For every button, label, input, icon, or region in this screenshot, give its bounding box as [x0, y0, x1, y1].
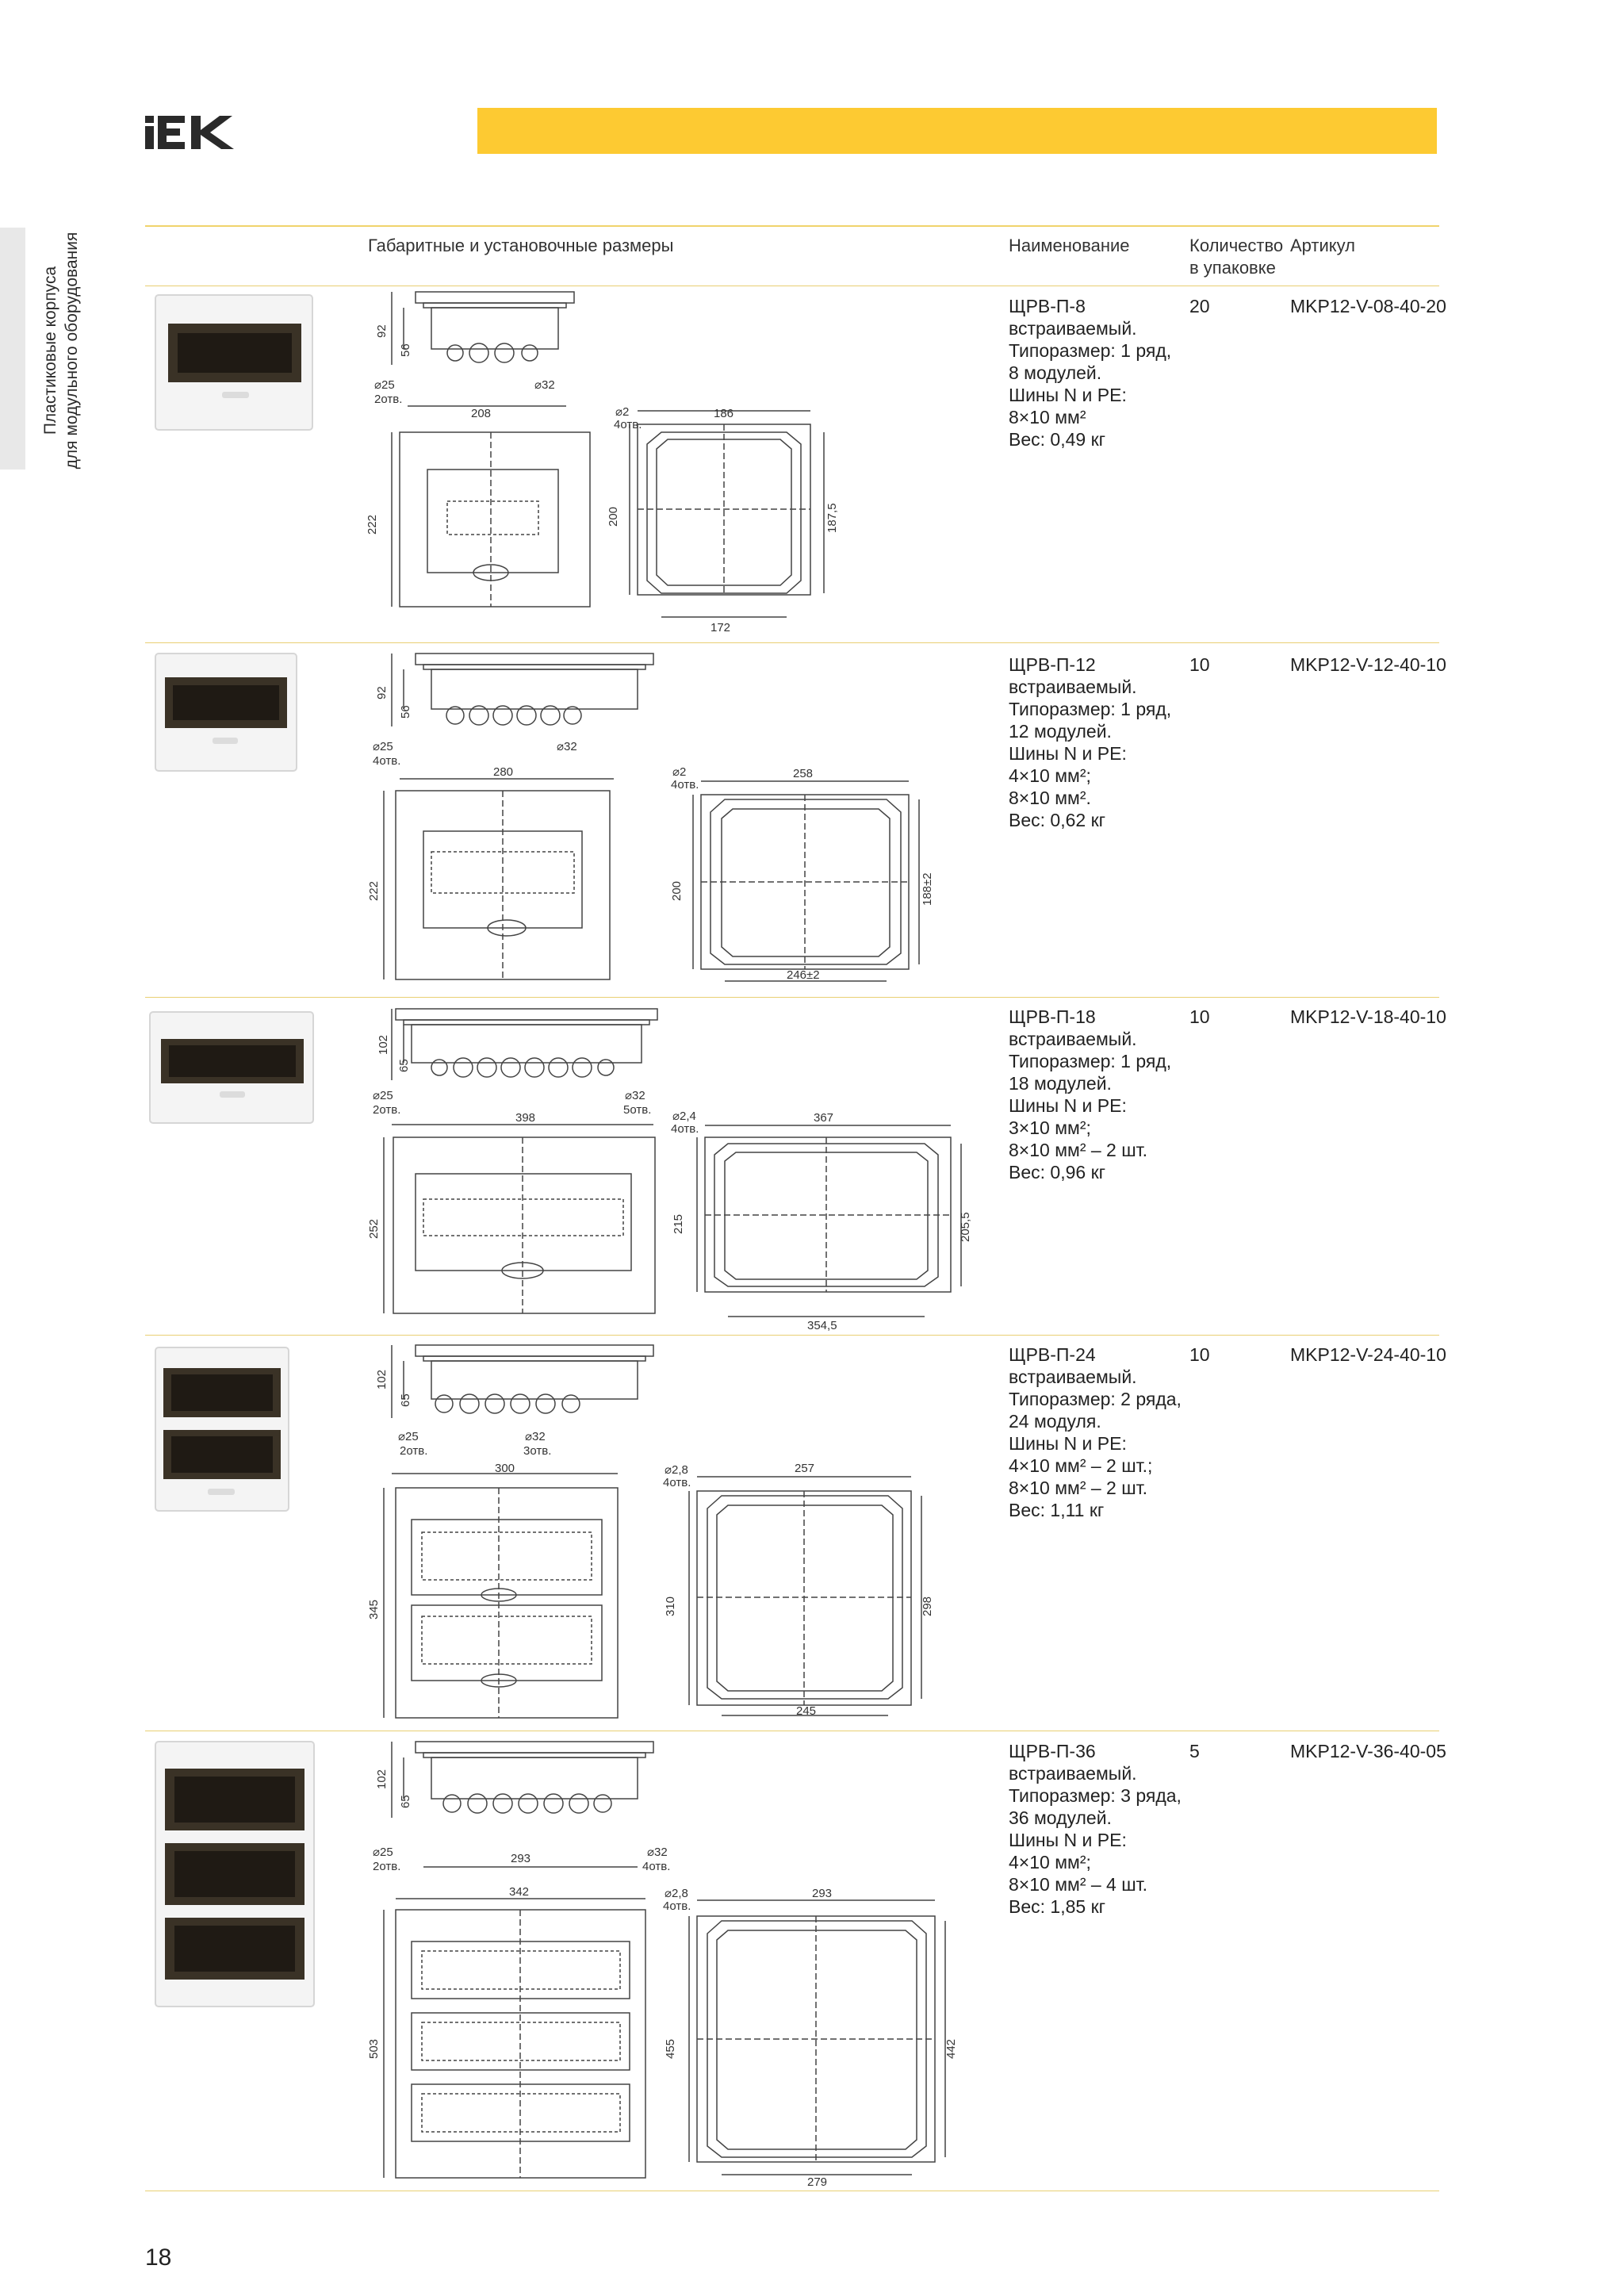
- product-qty-12: 10: [1189, 654, 1210, 675]
- desc-line: 18 модулей.: [1009, 1073, 1112, 1094]
- dimension-drawing-24: [368, 1339, 1002, 1727]
- row-separator: [145, 1335, 1439, 1336]
- desc-line: ЩРВ-П-8: [1009, 296, 1086, 316]
- product-article-24: MKP12-V-24-40-10: [1290, 1344, 1446, 1365]
- desc-line: ЩРВ-П-24: [1009, 1344, 1096, 1365]
- dim-inner-mount-h-36: 442: [944, 2038, 958, 2059]
- product-photo-36: [151, 1737, 321, 2014]
- page-number: 18: [145, 2244, 172, 2271]
- dim-bottom-w-36: 279: [807, 2175, 828, 2189]
- desc-line: Вес: 1,85 кг: [1009, 1896, 1106, 1917]
- dim-inner-h-8: 56: [399, 343, 412, 357]
- dim-height-18: 252: [367, 1218, 381, 1239]
- header-name: Наименование: [1009, 236, 1130, 255]
- dim-hole-small-count-24: 2отв.: [400, 1444, 428, 1458]
- dimension-drawing-12: [368, 644, 1002, 993]
- dim-height-12: 222: [367, 880, 381, 901]
- dim-bottom-w-12: 246±2: [787, 968, 820, 982]
- dim-side-w-36: 293: [511, 1852, 531, 1865]
- table-top-rule: [145, 225, 1439, 227]
- desc-line: ЩРВ-П-12: [1009, 654, 1096, 675]
- header-article: Артикул: [1290, 236, 1356, 255]
- dim-hole-big-24: ⌀32: [525, 1430, 546, 1443]
- dim-side-h-36: 102: [375, 1769, 389, 1789]
- dim-height-36: 503: [367, 2038, 381, 2059]
- desc-line: встраиваемый.: [1009, 1029, 1137, 1049]
- dim-hole-small-count-8: 2отв.: [374, 393, 403, 406]
- dim-hole-small-12: ⌀25: [373, 740, 393, 753]
- header-qty-line2: в упаковке: [1189, 258, 1276, 278]
- desc-line: Вес: 0,62 кг: [1009, 810, 1106, 830]
- dim-flange-h-18: 215: [672, 1213, 685, 1234]
- desc-line: Шины N и PE:: [1009, 385, 1127, 405]
- dim-inner-mount-h-24: 298: [921, 1596, 934, 1616]
- desc-line: Типоразмер: 1 ряд,: [1009, 340, 1172, 361]
- dim-flange-w-8: 186: [714, 407, 734, 420]
- product-desc-18: [1009, 1006, 1183, 1183]
- desc-line: 12 модулей.: [1009, 721, 1112, 742]
- side-label-line1: Пластиковые корпуса: [41, 266, 59, 435]
- dim-side-h-18: 102: [377, 1034, 390, 1055]
- desc-line: Шины N и PE:: [1009, 743, 1127, 764]
- product-photo-18: [147, 1006, 317, 1133]
- dim-width-8: 208: [471, 407, 492, 420]
- side-tab-marker: [0, 228, 25, 470]
- dim-bottom-w-24: 245: [796, 1704, 817, 1718]
- desc-line: 8×10 мм² – 2 шт.: [1009, 1140, 1148, 1160]
- desc-line: 8×10 мм².: [1009, 788, 1091, 808]
- dim-flange-w-12: 258: [793, 767, 814, 780]
- desc-line: Шины N и PE:: [1009, 1095, 1127, 1116]
- desc-line: 8×10 мм²: [1009, 407, 1086, 427]
- dim-flange-w-24: 257: [795, 1462, 815, 1475]
- product-qty-24: 10: [1189, 1344, 1210, 1365]
- dim-mount-hole-36: ⌀2,8: [665, 1887, 688, 1900]
- dim-flange-h-36: 455: [664, 2038, 677, 2059]
- desc-line: Типоразмер: 2 ряда,: [1009, 1389, 1182, 1409]
- desc-line: 8 модулей.: [1009, 362, 1102, 383]
- product-article-36: MKP12-V-36-40-05: [1290, 1741, 1446, 1761]
- desc-line: Типоразмер: 1 ряд,: [1009, 1051, 1172, 1071]
- dimension-drawing-18: [368, 1001, 1002, 1334]
- dim-inner-mount-h-12: 188±2: [921, 872, 934, 906]
- dim-hole-big-count-18: 5отв.: [623, 1103, 652, 1117]
- dim-mount-count-12: 4отв.: [671, 778, 699, 792]
- dim-hole-small-18: ⌀25: [373, 1089, 393, 1102]
- dim-hole-big-count-24: 3отв.: [523, 1444, 552, 1458]
- dim-hole-big-36: ⌀32: [647, 1846, 668, 1859]
- desc-line: встраиваемый.: [1009, 318, 1137, 339]
- product-article-18: MKP12-V-18-40-10: [1290, 1006, 1446, 1027]
- header-accent-bar: [477, 108, 1437, 154]
- dim-flange-h-8: 200: [607, 506, 620, 527]
- dim-mount-count-18: 4отв.: [671, 1122, 699, 1136]
- iek-logo: [145, 113, 240, 152]
- dim-mount-count-8: 4отв.: [614, 418, 642, 431]
- product-desc-24: [1009, 1343, 1183, 1521]
- iek-logo-mark: [145, 113, 240, 152]
- dim-bottom-w-8: 172: [710, 621, 731, 634]
- desc-line: Вес: 1,11 кг: [1009, 1500, 1105, 1520]
- product-article-8: MKP12-V-08-40-20: [1290, 296, 1446, 316]
- dim-inner-h-18: 65: [397, 1059, 411, 1072]
- desc-line: 4×10 мм²;: [1009, 765, 1091, 786]
- dim-side-h-12: 92: [375, 686, 389, 700]
- dim-flange-h-12: 200: [670, 880, 684, 901]
- product-photo-24: [151, 1343, 293, 1517]
- dim-mount-count-24: 4отв.: [663, 1476, 691, 1489]
- product-qty-36: 5: [1189, 1741, 1200, 1761]
- dim-hole-small-8: ⌀25: [374, 378, 395, 392]
- desc-line: встраиваемый.: [1009, 1763, 1137, 1784]
- dim-hole-big-18: ⌀32: [625, 1089, 645, 1102]
- desc-line: ЩРВ-П-18: [1009, 1006, 1096, 1027]
- product-article-12: MKP12-V-12-40-10: [1290, 654, 1446, 675]
- dim-width-36: 342: [509, 1885, 530, 1899]
- product-desc-8: [1009, 295, 1183, 450]
- dim-hole-big-12: ⌀32: [557, 740, 577, 753]
- desc-line: 4×10 мм²;: [1009, 1852, 1091, 1872]
- dim-inner-h-36: 65: [399, 1795, 412, 1808]
- dim-height-8: 222: [366, 514, 379, 535]
- side-label-line2: для модульного оборудования: [63, 232, 81, 470]
- product-desc-12: [1009, 654, 1183, 831]
- dim-mount-count-36: 4отв.: [663, 1899, 691, 1913]
- dim-width-12: 280: [493, 765, 514, 779]
- dim-hole-small-count-12: 4отв.: [373, 754, 401, 768]
- desc-line: встраиваемый.: [1009, 677, 1137, 697]
- dim-mount-hole-12: ⌀2: [672, 765, 687, 779]
- dim-side-h-8: 92: [375, 324, 389, 338]
- dim-hole-big-8: ⌀32: [534, 378, 555, 392]
- dim-mount-hole-24: ⌀2,8: [665, 1463, 688, 1477]
- desc-line: Шины N и PE:: [1009, 1830, 1127, 1850]
- dim-hole-big-count-36: 4отв.: [642, 1860, 671, 1873]
- dim-height-24: 345: [367, 1599, 381, 1619]
- dim-side-h-24: 102: [375, 1369, 389, 1389]
- desc-line: встраиваемый.: [1009, 1366, 1137, 1387]
- dim-width-24: 300: [495, 1462, 515, 1475]
- dim-inner-h-24: 65: [399, 1393, 412, 1407]
- side-section-label: [40, 227, 95, 474]
- dimension-drawing-36: [368, 1734, 1002, 2190]
- product-qty-8: 20: [1189, 296, 1210, 316]
- dim-bottom-w-18: 354,5: [807, 1319, 837, 1332]
- desc-line: Типоразмер: 3 ряда,: [1009, 1785, 1182, 1806]
- header-qty-line1: Количество: [1189, 236, 1284, 255]
- desc-line: Типоразмер: 1 ряд,: [1009, 699, 1172, 719]
- dim-inner-mount-h-18: 205,5: [959, 1212, 972, 1242]
- header-qty: [1189, 235, 1283, 279]
- dim-inner-mount-h-8: 187,5: [825, 503, 839, 533]
- dim-mount-hole-8: ⌀2: [615, 405, 630, 419]
- desc-line: Вес: 0,49 кг: [1009, 429, 1106, 450]
- dim-width-18: 398: [515, 1111, 536, 1125]
- desc-line: ЩРВ-П-36: [1009, 1741, 1096, 1761]
- desc-line: 36 модулей.: [1009, 1807, 1112, 1828]
- dim-mount-hole-18: ⌀2,4: [672, 1110, 696, 1123]
- desc-line: 4×10 мм² – 2 шт.;: [1009, 1455, 1153, 1476]
- dim-flange-w-18: 367: [814, 1111, 834, 1125]
- product-qty-18: 10: [1189, 1006, 1210, 1027]
- header-dimensions: Габаритные и установочные размеры: [368, 236, 674, 255]
- dimension-drawing-8: [368, 286, 1002, 638]
- desc-line: Вес: 0,96 кг: [1009, 1162, 1106, 1182]
- dim-hole-small-count-18: 2отв.: [373, 1103, 401, 1117]
- product-desc-36: [1009, 1740, 1183, 1918]
- desc-line: 3×10 мм²;: [1009, 1117, 1091, 1138]
- desc-line: 8×10 мм² – 4 шт.: [1009, 1874, 1148, 1895]
- row-separator: [145, 997, 1439, 998]
- desc-line: 8×10 мм² – 2 шт.: [1009, 1478, 1148, 1498]
- dim-inner-h-12: 56: [399, 705, 412, 719]
- row-separator: [145, 642, 1439, 643]
- desc-line: 24 модуля.: [1009, 1411, 1101, 1432]
- product-photo-8: [151, 289, 325, 435]
- dim-hole-small-count-36: 2отв.: [373, 1860, 401, 1873]
- dim-hole-small-24: ⌀25: [398, 1430, 419, 1443]
- desc-line: Шины N и PE:: [1009, 1433, 1127, 1454]
- product-photo-12: [151, 649, 301, 776]
- dim-hole-small-36: ⌀25: [373, 1846, 393, 1859]
- dim-flange-w-36: 293: [812, 1887, 833, 1900]
- dim-flange-h-24: 310: [664, 1596, 677, 1616]
